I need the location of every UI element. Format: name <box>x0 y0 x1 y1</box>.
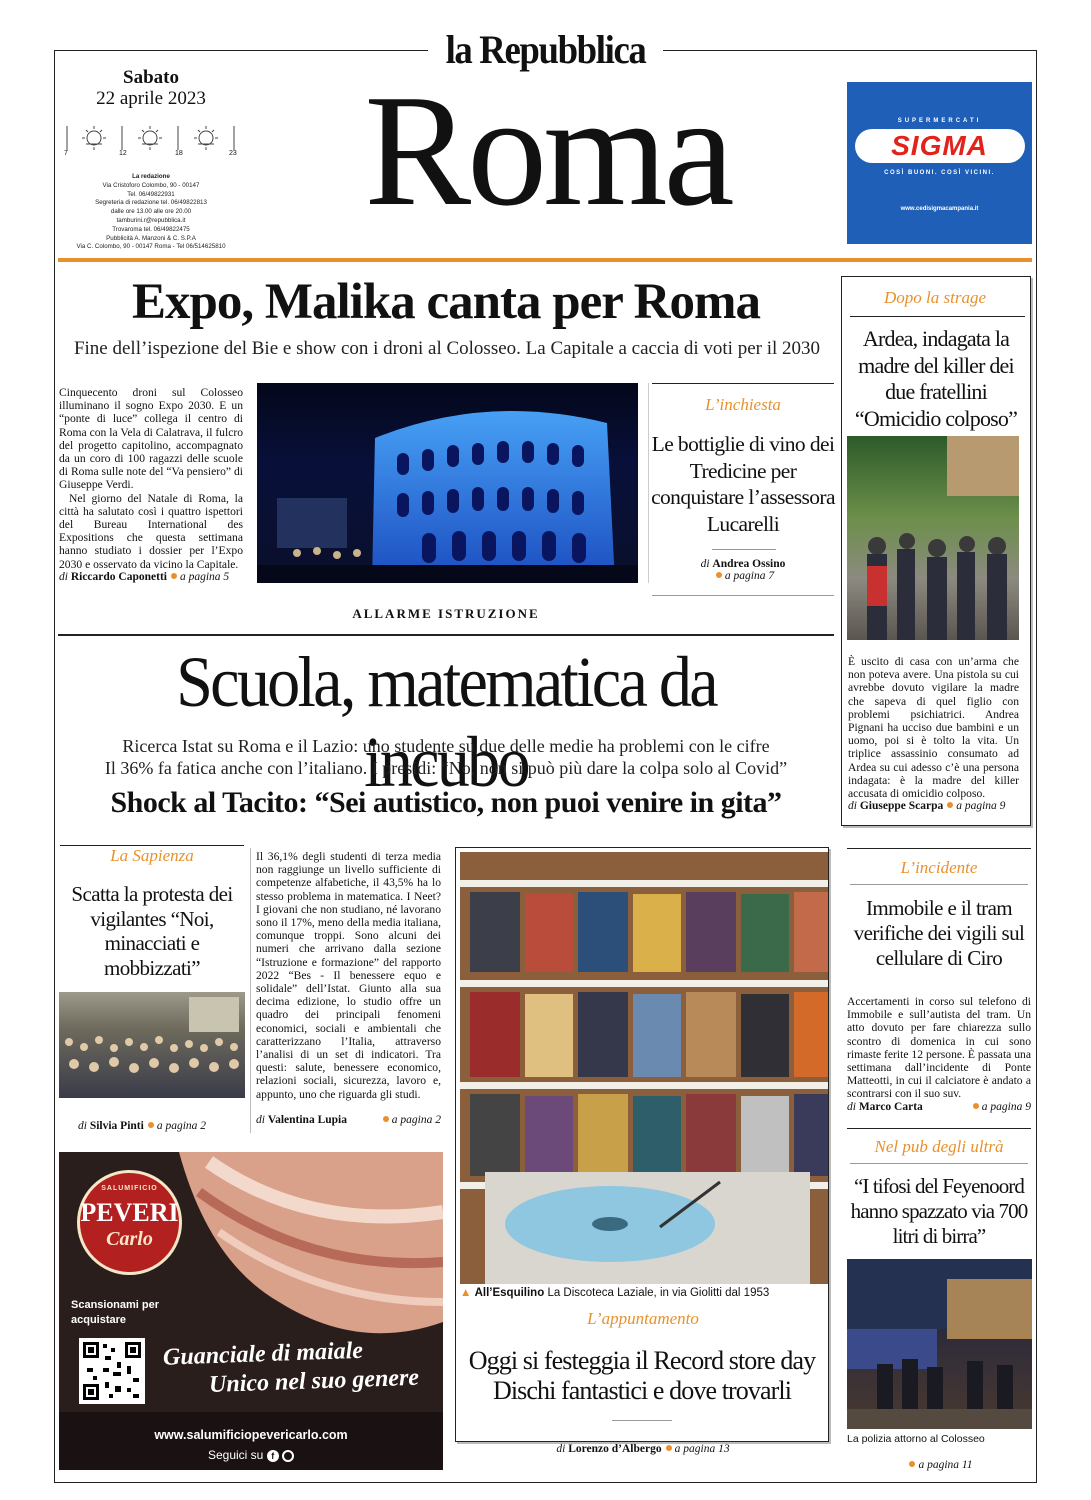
main-body: Il 36,1% degli studenti di terza media non raggiunge un livello sufficiente di competenze alfabetiche, il 43,5% ha lo stesso problema in matematica. I Neet? I giovani che non studiano, né lavorano sono il 17%, meno della media italiana, comunque troppi. Sono alcuni dei numeri che arrivano dalla sezione “Istruzione e formazione” del rapporto 2022 “Bes - Il benessere equo e solidale” dell’Istat. Giunto alla sua decima edizione, lo studio offre un quadro dei principali fenomeni economici, sociali e ambientali che caratterizzano l’Italia, attraverso l’analisi di un set di indicatori. Tra questi: salute, benessere economico, relazioni sociali, sicurezza, lavoro e, appunto, uno che riguarda gli studi. <box>256 850 441 1101</box>
colosseum-photo <box>257 383 638 583</box>
sigma-advertisement[interactable] <box>847 82 1032 244</box>
ultra-headline[interactable]: “I tifosi del Feyenoord hanno spazzato via 700 litri di birra” <box>850 1174 1028 1248</box>
peveri-advertisement[interactable] <box>59 1152 443 1470</box>
sun-cloud-icon <box>194 126 218 150</box>
strage-kicker: Dopo la strage <box>884 288 986 307</box>
peveri-social: Seguici su f <box>59 1448 443 1462</box>
inchiesta-kicker: L’inchiesta <box>705 395 781 414</box>
record-store-photo <box>460 852 828 1284</box>
partly-cloudy-icon <box>82 126 106 150</box>
main-section-label: ALLARME ISTRUZIONE <box>352 606 540 621</box>
incidente-body: Accertamenti in corso sul telefono di Immobile e sull’autista del tram. Un atto dovuto per fare chiarezza sullo scontro di domenica in cui sono rimaste ferite 12 persone. È passata una settimana dall’incidente di Ponte Matteotti, in cui il calciatore è andato a scontrarsi con il suo suv. <box>847 995 1031 1101</box>
main-subhead-1: Ricerca Istat su Roma e il Lazio: uno studente su due delle medie ha problemi con le cifre <box>122 736 770 756</box>
facebook-icon[interactable]: f <box>267 1450 279 1462</box>
colosseo-police-photo <box>847 1259 1032 1429</box>
main-byline: di Valentina Lupia a pagina 2 <box>256 1114 441 1126</box>
lead-subhead: Fine dell’ispezione del Bie e show con i droni al Colosseo. La Capitale a caccia di voti per il 2030 <box>73 338 821 359</box>
record-byline: di Lorenzo d’Albergo a pagina 13 <box>556 1443 730 1455</box>
partly-cloudy-icon <box>138 126 162 150</box>
sapienza-byline: di Silvia Pinti a pagina 2 <box>78 1120 207 1132</box>
redazione-title: La redazione <box>132 173 170 180</box>
strage-byline: di Giuseppe Scarpa a pagina 9 <box>848 800 1006 812</box>
temp-4: 23 <box>229 150 237 157</box>
record-caption: ▲ All’Esquilino La Discoteca Laziale, in via Giolitti dal 1953 <box>460 1287 770 1299</box>
peveri-logo: SALUMIFICIO PEVERI Carlo <box>77 1170 182 1275</box>
ultra-kicker: Nel pub degli ultrà <box>874 1137 1004 1156</box>
incidente-headline[interactable]: Immobile e il tram verifiche dei vigili sul cellulare di Ciro <box>853 896 1025 970</box>
main-secondary-headline[interactable]: Shock al Tacito: “Sei autistico, non puoi venire in gita” <box>110 786 782 819</box>
newspaper-name: la Repubblica <box>445 27 646 72</box>
temp-1: 7 <box>64 150 68 157</box>
main-subhead-2: Il 36% fa fatica anche con l’italiano. I presidi: “No, non si può più dare la colpa solo al Covid” <box>104 758 788 778</box>
incidente-kicker: L’incidente <box>900 858 978 877</box>
section-title: Roma <box>364 61 731 239</box>
temp-2: 12 <box>119 150 127 157</box>
ardea-photo <box>847 436 1019 640</box>
qr-code-icon[interactable] <box>79 1338 145 1404</box>
strage-body: È uscito di casa con un’arma che non poteva avere. Una pistola su cui avrebbe dovuto vigilare la madre che sapeva di quel figlio con problemi psichiatrici. Andrea Pignani ha ucciso due bambini e un uomo, poi si è tolto la vita. Un triplice assassinio consumato ad Ardea su cui adesso c’è una persona indagata: è la madre del killer accusata di omicidio colposo. <box>848 655 1019 801</box>
sigma-top-text: SUPERMERCATI <box>897 118 982 124</box>
main-headline[interactable]: Scuola, matematica da incubo <box>176 642 716 802</box>
date-weekday: Sabato <box>123 67 179 88</box>
orange-rule <box>58 258 1032 262</box>
ultra-page: a pagina 11 <box>847 1459 1031 1471</box>
record-headline-1[interactable]: Oggi si festeggia il Record store day <box>468 1346 816 1375</box>
strage-headline[interactable]: Ardea, indagata la madre del killer dei due fratellini “Omicidio colposo” <box>854 326 1018 431</box>
lead-byline: di Riccardo Caponetti a pagina 5 <box>59 571 230 583</box>
peveri-slogan-1: Guanciale di maiale <box>162 1337 364 1371</box>
date-full: 22 aprile 2023 <box>96 88 206 109</box>
sapienza-photo <box>59 992 245 1098</box>
sigma-url: www.cedisigmacampania.it <box>900 206 979 212</box>
lead-headline[interactable]: Expo, Malika canta per Roma <box>132 274 760 330</box>
redazione-box: La redazione Via Cristoforo Colombo, 90 - 00147 Tel. 06/49822931 Segreteria di redazione tel. 06/49822813 dalle ore 13.00 alle ore 20.00 tamburini.r@repubblica.it Trovaroma tel. 06/49822475 Pubblicità A. Manzoni & C. S.P.A Via C. Colombo, 90 - 00147 Roma - Tel 06/514625810 <box>62 173 240 252</box>
inchiesta-byline: di Andrea Ossino a pagina 7 <box>700 558 786 582</box>
sapienza-kicker: La Sapienza <box>110 846 194 865</box>
inchiesta-headline[interactable]: Le bottiglie di vino dei Tredicine per conquistare l’assessora Lucarelli <box>651 432 835 536</box>
temp-3: 18 <box>175 150 183 157</box>
record-headline-2[interactable]: Dischi fantastici e dove trovarli <box>492 1376 792 1405</box>
sigma-slogan: COSÌ BUONI. COSÌ VICINI. <box>884 170 995 176</box>
sapienza-headline[interactable]: Scatta la protesta dei vigilantes “Noi, minacciati e mobbizzati” <box>71 882 233 980</box>
peveri-slogan-2: Unico nel suo genere <box>208 1364 420 1399</box>
record-kicker: L’appuntamento <box>587 1309 699 1328</box>
weather-strip <box>64 122 240 160</box>
ultra-caption: La polizia attorno al Colosseo <box>847 1433 985 1445</box>
instagram-icon[interactable] <box>282 1450 294 1462</box>
incidente-byline: di Marco Carta a pagina 9 <box>847 1101 1031 1113</box>
sigma-logo: SIGMA <box>855 129 1025 163</box>
lead-body: Cinquecento droni sul Colosseo illuminano il sogno Expo 2030. E un “ponte di luce” collega il centro di Roma con la Vela di Calatrava, il fulcro del progetto capitolino, accompagnato da un coro di 100 ragazzi delle scuole di Roma sulle note del “Va pensiero” di Giuseppe Verdi. Nel giorno del Natale di Roma, la città ha salutato così i quattro ispettori del Bureau International des Expositions che questa settimana hanno studiato i dossier per l’Expo 2030 e osservato da vicino la Capitale. <box>59 386 243 571</box>
peveri-url[interactable]: www.salumificiopevericarlo.com <box>154 1428 348 1442</box>
peveri-scan-text: Scansionami per acquistare <box>71 1299 160 1326</box>
